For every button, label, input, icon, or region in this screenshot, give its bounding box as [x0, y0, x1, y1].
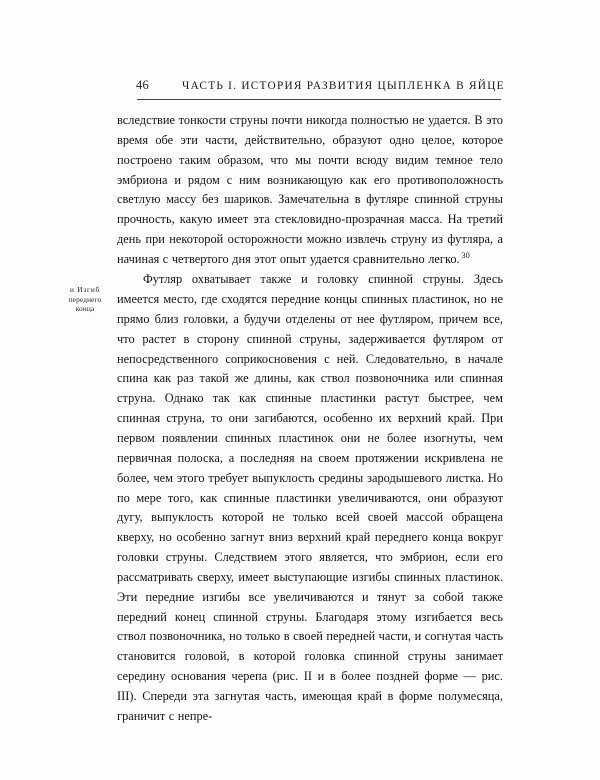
- running-head: [136, 78, 505, 93]
- margin-note-line-3: конца: [75, 304, 95, 314]
- page-number: 46: [136, 78, 149, 92]
- margin-note-line-1: и Изгиб: [69, 285, 101, 294]
- paragraph-1-text: вследствие тонкости струны почти никогда полностью не удается. В это время обе эти части, действительно, образуют одно целое, которое построено таким образом, что мы почти всюду видим темное тело эмбриона и рядом с ним возникающую как его противоположность светлую массу без шариков. Замечательна в футляре спинной струны прочность, какую имеет эта стекловидно-прозрачная масса. На третий день при некоторой осторожности можно извлечь струну из футляра, а начиная с четвертого дня этот опыт удается сравнительно легко.: [117, 113, 503, 266]
- paragraph-2: Футляр охватывает также и головку спинной струны. Здесь имеется место, где сходятся передние концы спинных пластинок, но не прямо близ головки, а будучи отделены от нее футляром, причем все, что растет в сторону спинной струны, задерживается футляром от непосредственного соприкосновения с ней. Следовательно, в начале спина как раз такой же длины, как ствол позвоночника или спинная струна. Однако так как спинные пластинки растут быстрее, чем спинная струна, то они загибаются, особенно их верхний край. При первом появлении спинных пластинок они не более изогнуты, чем первичная полоска, а последняя на своем протяжении искривлена не более, чем этого требует выпуклость средины зародышевого листка. Но по мере того, как спинные пластинки увеличиваются, они образуют дугу, выпуклость которой не только всей своей массой обращена кверху, но особенно загнут вниз верхний край переднего конца вокруг головки струны. Следствием этого является, что эмбрион, если его рассматривать сверху, имеет выступающие изгибы спинных пластинок. Эти передние изгибы все увеличиваются и тянут за собой также передний конец спинной струны. Благодаря этому изгибается весь ствол позвоночника, но только в своей передней части, и согнутая часть становится головой, в которой головка спинной струны занимает середину основания черепа (рис. II и в более поздней форме — рис. III). Спереди эта загнутая часть, имеющая край в форме полумесяца, граничит с непре-: [117, 272, 503, 723]
- running-head-title: ЧАСТЬ I. ИСТОРИЯ РАЗВИТИЯ ЦЫПЛЕНКА В ЯЙЦЕ: [182, 80, 505, 92]
- header-rule: [137, 99, 501, 100]
- margin-note-line-2: переднего: [68, 294, 102, 304]
- paragraph-continuation: [117, 111, 503, 270]
- margin-note: [52, 285, 118, 314]
- footnote-marker: 30: [461, 250, 470, 260]
- body-text-column: [117, 111, 503, 727]
